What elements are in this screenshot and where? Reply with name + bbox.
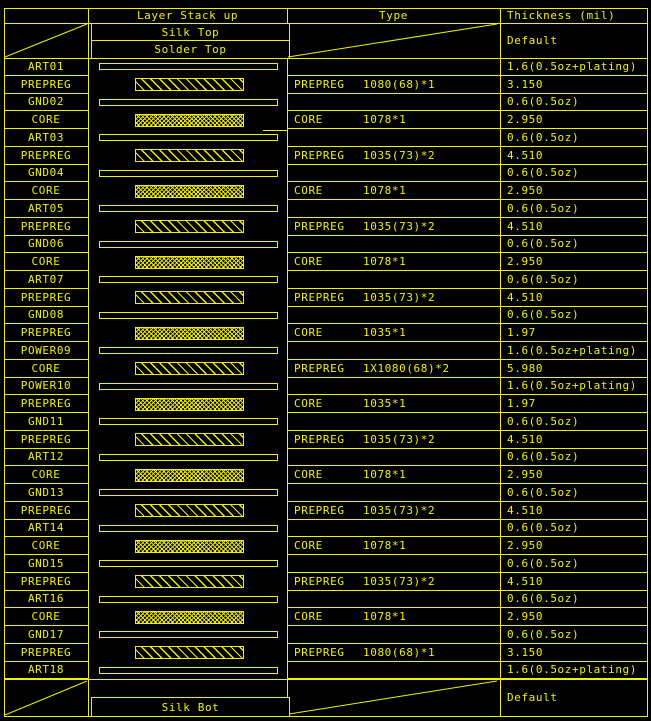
stackup-row [4, 147, 648, 165]
layer-name: GND17 [4, 626, 88, 644]
prepreg-bar [135, 291, 244, 304]
thickness-cell: 0.6(0.5oz) [500, 591, 648, 609]
layer-name: ART18 [4, 662, 88, 680]
stackup-row [4, 271, 648, 289]
stackup-row [4, 413, 648, 431]
stackup-row [4, 484, 648, 502]
copper-bar [99, 312, 278, 319]
type-label: PREPREG [294, 432, 345, 446]
stackup-row [4, 94, 648, 112]
type-cell [287, 165, 500, 183]
type-cell [287, 608, 500, 626]
type-code: 1078*1 [363, 113, 407, 127]
stackup-bar-zone [88, 58, 287, 76]
copper-bar [99, 418, 278, 425]
thickness-cell: 2.950 [500, 182, 648, 200]
thickness-default-top: Default [507, 34, 558, 47]
stackup-row [4, 129, 648, 147]
copper-bar [99, 560, 278, 567]
prepreg-bar [135, 504, 244, 517]
thickness-cell: 0.6(0.5oz) [500, 307, 648, 325]
core-bar [135, 114, 244, 127]
stackup-bar-zone [88, 289, 287, 307]
stackup-bar-zone [88, 218, 287, 236]
type-cell [287, 94, 500, 112]
copper-bar [99, 596, 278, 603]
type-cell [287, 271, 500, 289]
type-label: PREPREG [294, 361, 345, 375]
type-cell [287, 573, 500, 591]
stackup-row [4, 395, 648, 413]
stackup-row [4, 182, 648, 200]
stackup-row [4, 662, 648, 680]
stackup-bar-zone [88, 537, 287, 555]
stackup-row [4, 608, 648, 626]
layer-name: PREPREG [4, 395, 88, 413]
layer-name: GND15 [4, 555, 88, 573]
thickness-cell: 4.510 [500, 573, 648, 591]
layer-name: GND08 [4, 307, 88, 325]
silk-top-cell: Silk Top [91, 23, 290, 41]
layer-name: POWER09 [4, 342, 88, 360]
type-code: 1080(68)*1 [363, 77, 436, 91]
stackup-row [4, 378, 648, 396]
thickness-cell: 4.510 [500, 289, 648, 307]
thickness-cell: 0.6(0.5oz) [500, 555, 648, 573]
stackup-row [4, 360, 648, 378]
stackup-row [4, 537, 648, 555]
layer-name: ART16 [4, 591, 88, 609]
layer-name: PREPREG [4, 289, 88, 307]
copper-bar [99, 170, 278, 177]
stackup-bar-zone [88, 200, 287, 218]
type-cell [287, 289, 500, 307]
stackup-bar-zone [88, 236, 287, 254]
stackup-row [4, 449, 648, 467]
layer-name: PREPREG [4, 218, 88, 236]
stackup-row [4, 307, 648, 325]
core-bar [135, 185, 244, 198]
stackup-rows [4, 58, 648, 679]
stackup-row [4, 200, 648, 218]
type-cell [287, 466, 500, 484]
type-cell [287, 449, 500, 467]
type-cell [287, 182, 500, 200]
stackup-bar-zone [88, 378, 287, 396]
type-code: 1078*1 [363, 468, 407, 482]
thickness-cell: 0.6(0.5oz) [500, 236, 648, 254]
type-cell [287, 431, 500, 449]
stackup-row [4, 502, 648, 520]
type-label: PREPREG [294, 290, 345, 304]
layer-name: CORE [4, 360, 88, 378]
stackup-row [4, 165, 648, 183]
layer-name: ART12 [4, 449, 88, 467]
layer-name: GND11 [4, 413, 88, 431]
thickness-cell: 2.950 [500, 608, 648, 626]
type-cell [287, 484, 500, 502]
stackup-row [4, 324, 648, 342]
layer-name: POWER10 [4, 378, 88, 396]
type-cell [287, 555, 500, 573]
type-column-title: Type [379, 9, 408, 22]
thickness-cell: 1.6(0.5oz+plating) [500, 662, 648, 680]
stackup-row [4, 76, 648, 94]
stackup-bar-zone [88, 484, 287, 502]
copper-bar [99, 276, 278, 283]
stackup-bar-zone [88, 395, 287, 413]
copper-bar [99, 347, 278, 354]
thickness-cell: 2.950 [500, 466, 648, 484]
type-cell [287, 253, 500, 271]
type-cell [287, 307, 500, 325]
type-cell [287, 626, 500, 644]
type-cell [287, 342, 500, 360]
type-cell [287, 76, 500, 94]
stackup-bar-zone [88, 94, 287, 112]
stackup-row [4, 253, 648, 271]
stackup-bar-zone [88, 662, 287, 680]
type-cell [287, 58, 500, 76]
stackup-row [4, 555, 648, 573]
layer-name: PREPREG [4, 431, 88, 449]
type-cell [287, 218, 500, 236]
prepreg-bar [135, 646, 244, 659]
thickness-cell: 4.510 [500, 502, 648, 520]
thickness-cell: 3.150 [500, 644, 648, 662]
copper-bar [99, 667, 278, 674]
type-label: CORE [294, 468, 323, 482]
type-code: 1035*1 [363, 326, 407, 340]
type-cell [287, 360, 500, 378]
stackup-bar-zone [88, 591, 287, 609]
layer-name: ART14 [4, 520, 88, 538]
layer-name: PREPREG [4, 324, 88, 342]
copper-bar [99, 241, 278, 248]
prepreg-bar [135, 149, 244, 162]
stackup-row [4, 591, 648, 609]
stackup-bar-zone [88, 608, 287, 626]
type-code: 1078*1 [363, 255, 407, 269]
thickness-cell: 0.6(0.5oz) [500, 200, 648, 218]
type-code: 1035(73)*2 [363, 503, 436, 517]
stackup-bar-zone [88, 466, 287, 484]
type-label: CORE [294, 255, 323, 269]
stackup-bar-zone [88, 147, 287, 165]
type-cell [287, 147, 500, 165]
prepreg-bar [135, 362, 244, 375]
layer-name: ART05 [4, 200, 88, 218]
layer-name: CORE [4, 253, 88, 271]
copper-bar [99, 63, 278, 70]
layer-name: CORE [4, 608, 88, 626]
thickness-cell: 1.97 [500, 395, 648, 413]
stackup-bar-zone [88, 182, 287, 200]
stackup-bar-zone [88, 360, 287, 378]
type-cell [287, 129, 500, 147]
type-label: PREPREG [294, 77, 345, 91]
stackup-bar-zone [88, 76, 287, 94]
thickness-cell: 0.6(0.5oz) [500, 94, 648, 112]
layer-name: PREPREG [4, 147, 88, 165]
type-cell [287, 413, 500, 431]
stackup-bar-zone [88, 111, 287, 129]
type-label: PREPREG [294, 645, 345, 659]
type-cell [287, 324, 500, 342]
layer-name: ART07 [4, 271, 88, 289]
type-code: 1078*1 [363, 610, 407, 624]
stackup-bar-zone [88, 555, 287, 573]
stackup-bar-zone [88, 626, 287, 644]
type-code: 1078*1 [363, 184, 407, 198]
prepreg-bar [135, 433, 244, 446]
type-cell [287, 111, 500, 129]
thickness-cell: 1.6(0.5oz+plating) [500, 378, 648, 396]
stackup-bar-zone [88, 165, 287, 183]
type-label: PREPREG [294, 148, 345, 162]
copper-bar [99, 489, 278, 496]
copper-bar [99, 205, 278, 212]
type-label: PREPREG [294, 219, 345, 233]
stackup-bar-zone [88, 307, 287, 325]
thickness-cell: 1.6(0.5oz+plating) [500, 58, 648, 76]
layer-name: GND02 [4, 94, 88, 112]
type-label: CORE [294, 113, 323, 127]
stackup-bar-zone [88, 324, 287, 342]
type-label: PREPREG [294, 574, 345, 588]
type-code: 1035(73)*2 [363, 574, 436, 588]
copper-bar [99, 525, 278, 532]
stackup-row [4, 573, 648, 591]
type-code: 1035(73)*2 [363, 290, 436, 304]
stackup-row [4, 236, 648, 254]
thickness-column-title: Thickness (mil) [507, 9, 616, 22]
type-cell [287, 502, 500, 520]
thickness-cell: 0.6(0.5oz) [500, 413, 648, 431]
stackup-row [4, 520, 648, 538]
prepreg-bar [135, 220, 244, 233]
stackup-bar-zone [88, 342, 287, 360]
thickness-cell: 0.6(0.5oz) [500, 271, 648, 289]
core-bar [135, 540, 244, 553]
layer-name: PREPREG [4, 644, 88, 662]
type-code: 1080(68)*1 [363, 645, 436, 659]
type-label: CORE [294, 326, 323, 340]
stackup-bar-zone [88, 449, 287, 467]
solder-top-cell: Solder Top [91, 40, 290, 59]
thickness-cell: 1.97 [500, 324, 648, 342]
type-label: CORE [294, 397, 323, 411]
type-code: 1X1080(68)*2 [363, 361, 450, 375]
thickness-default-bottom: Default [507, 691, 558, 704]
type-label: CORE [294, 539, 323, 553]
core-bar [135, 611, 244, 624]
stackup-row [4, 431, 648, 449]
stackup-row [4, 342, 648, 360]
layer-name: CORE [4, 466, 88, 484]
copper-bar [99, 454, 278, 461]
type-code: 1035(73)*2 [363, 219, 436, 233]
type-cell [287, 537, 500, 555]
thickness-cell: 2.950 [500, 253, 648, 271]
core-bar [135, 327, 244, 340]
core-bar [135, 469, 244, 482]
layer-name: ART03 [4, 129, 88, 147]
thickness-cell: 4.510 [500, 218, 648, 236]
type-cell [287, 520, 500, 538]
type-cell [287, 591, 500, 609]
stackup-bar-zone [88, 520, 287, 538]
type-code: 1035(73)*2 [363, 432, 436, 446]
thickness-cell: 0.6(0.5oz) [500, 165, 648, 183]
layer-name: GND13 [4, 484, 88, 502]
thickness-cell: 0.6(0.5oz) [500, 520, 648, 538]
stackup-bar-zone [88, 413, 287, 431]
copper-bar [99, 631, 278, 638]
stackup-row [4, 466, 648, 484]
stackup-bar-zone [88, 271, 287, 289]
prepreg-bar [135, 575, 244, 588]
layer-name: GND06 [4, 236, 88, 254]
stackup-bar-zone [88, 573, 287, 591]
stackup-row [4, 289, 648, 307]
copper-bar [99, 383, 278, 390]
layer-name: GND04 [4, 165, 88, 183]
layer-name: CORE [4, 111, 88, 129]
thickness-cell: 5.980 [500, 360, 648, 378]
stackup-column-title: Layer Stack up [136, 9, 239, 22]
thickness-cell: 0.6(0.5oz) [500, 484, 648, 502]
stackup-bar-zone [88, 644, 287, 662]
stackup-bar-zone [88, 129, 287, 147]
stackup-row [4, 626, 648, 644]
thickness-cell: 1.6(0.5oz+plating) [500, 342, 648, 360]
layer-name: CORE [4, 182, 88, 200]
copper-bar [99, 134, 278, 141]
type-cell [287, 644, 500, 662]
type-label: CORE [294, 610, 323, 624]
type-cell [287, 395, 500, 413]
layer-name: ART01 [4, 58, 88, 76]
stackup-bar-zone [88, 502, 287, 520]
layer-name: PREPREG [4, 76, 88, 94]
stackup-row [4, 58, 648, 76]
type-cell [287, 200, 500, 218]
copper-bar [99, 99, 278, 106]
core-bar [135, 398, 244, 411]
type-code: 1078*1 [363, 539, 407, 553]
type-cell [287, 236, 500, 254]
stackup-row [4, 644, 648, 662]
silk-bot-cell: Silk Bot [91, 697, 290, 717]
type-label: CORE [294, 184, 323, 198]
type-code: 1035*1 [363, 397, 407, 411]
prepreg-bar [135, 78, 244, 91]
stackup-row [4, 218, 648, 236]
thickness-cell: 0.6(0.5oz) [500, 626, 648, 644]
thickness-cell: 4.510 [500, 147, 648, 165]
type-label: PREPREG [294, 503, 345, 517]
type-cell [287, 378, 500, 396]
thickness-cell: 2.950 [500, 537, 648, 555]
thickness-cell: 2.950 [500, 111, 648, 129]
thickness-cell: 0.6(0.5oz) [500, 129, 648, 147]
core-bar [135, 256, 244, 269]
thickness-cell: 4.510 [500, 431, 648, 449]
stackup-bar-zone [88, 431, 287, 449]
stackup-row [4, 111, 648, 129]
stackup-bar-zone [88, 253, 287, 271]
thickness-cell: 3.150 [500, 76, 648, 94]
type-code: 1035(73)*2 [363, 148, 436, 162]
type-cell [287, 662, 500, 680]
layer-name: PREPREG [4, 573, 88, 591]
thickness-cell: 0.6(0.5oz) [500, 449, 648, 467]
layer-name: PREPREG [4, 502, 88, 520]
layer-name: CORE [4, 537, 88, 555]
